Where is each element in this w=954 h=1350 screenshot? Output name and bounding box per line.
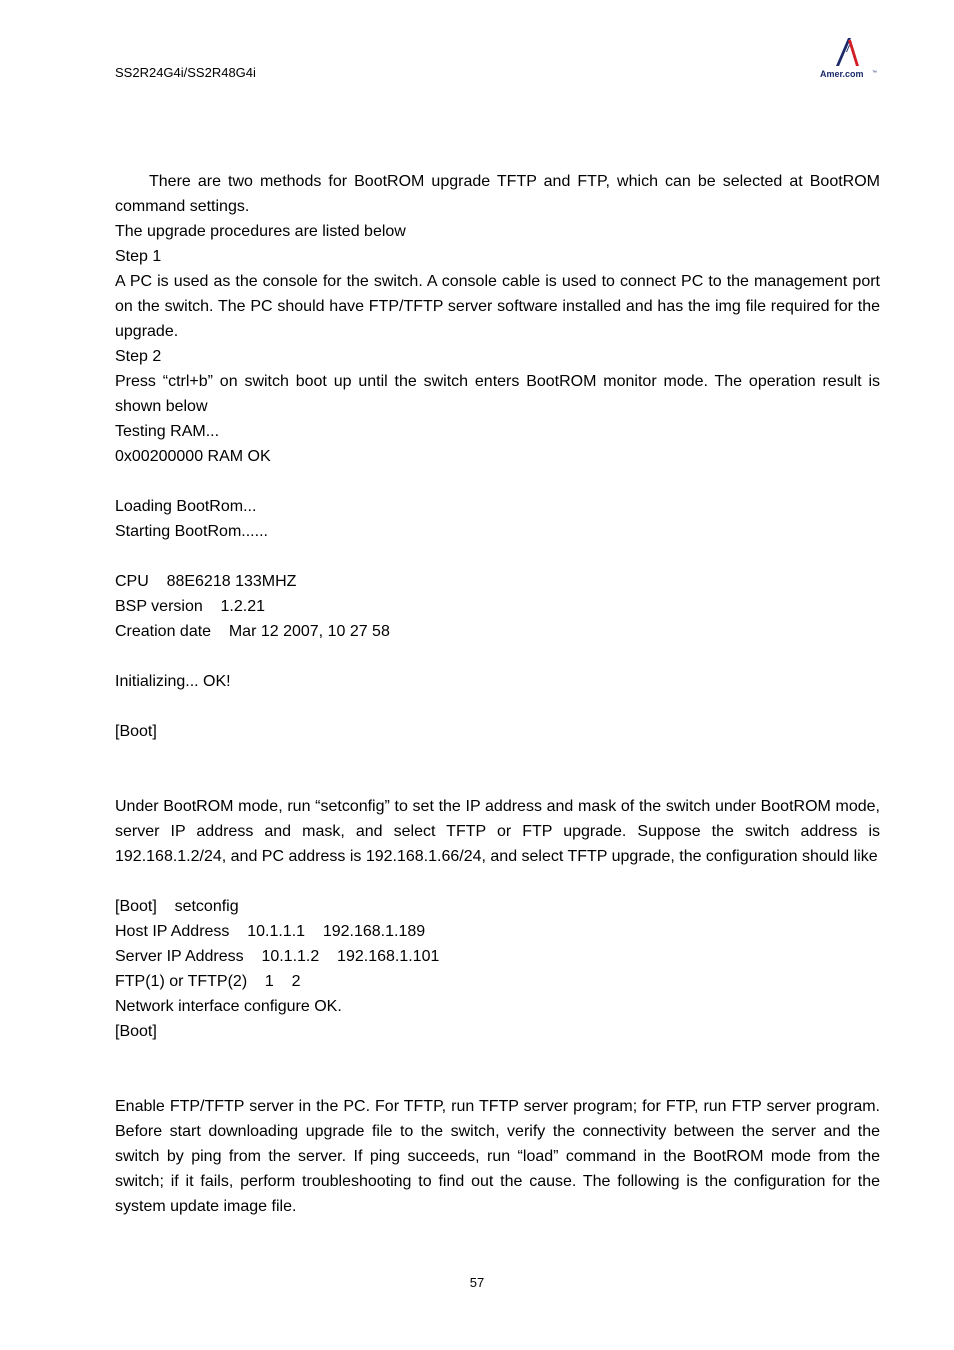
- step2-label: Step 2: [115, 348, 162, 365]
- intro-paragraph: There are two methods for BootROM upgrade TFTP and FTP, which can be selected at BootROM command settings.: [115, 173, 880, 215]
- logo-wordmark: Amer.com: [820, 69, 864, 79]
- console-line: CPU 88E6218 133MHZ: [115, 573, 297, 590]
- blank-line: [115, 1044, 880, 1069]
- console-line: BSP version 1.2.21: [115, 598, 266, 615]
- console-line: Server IP Address 10.1.1.2 192.168.1.101: [115, 948, 440, 965]
- console-line: FTP(1) or TFTP(2) 1 2: [115, 973, 301, 990]
- blank-line: [115, 469, 880, 494]
- amer-logo: [818, 36, 880, 82]
- console-line: Initializing... OK!: [115, 673, 231, 690]
- console-line: [Boot]: [115, 723, 157, 740]
- document-header-model: SS2R24G4i/SS2R48G4i: [115, 65, 256, 80]
- blank-line: [115, 644, 880, 669]
- logo-trademark: ™: [872, 70, 877, 76]
- blank-line: [115, 869, 880, 894]
- step1-label: Step 1: [115, 248, 162, 265]
- console-line: Creation date Mar 12 2007, 10 27 58: [115, 623, 390, 640]
- console-line: Loading BootRom...: [115, 498, 257, 515]
- console-line: Host IP Address 10.1.1.1 192.168.1.189: [115, 923, 426, 940]
- blank-line: [115, 544, 880, 569]
- blank-line: [115, 1069, 880, 1094]
- console-line: 0x00200000 RAM OK: [115, 448, 271, 465]
- console-line: [Boot]: [115, 1023, 157, 1040]
- amer-logo-mark-icon: [818, 36, 880, 82]
- blank-line: [115, 769, 880, 794]
- console-line: [Boot] setconfig: [115, 898, 239, 915]
- console-line: Starting BootRom......: [115, 523, 268, 540]
- blank-line: [115, 694, 880, 719]
- console-line: Network interface configure OK.: [115, 998, 342, 1015]
- step1-paragraph: A PC is used as the console for the switch. A console cable is used to connect PC to the management port on the switch. The PC should have FTP/TFTP server software installed and has the img file required for the upgrade.: [115, 273, 880, 340]
- step2-paragraph: Press “ctrl+b” on switch boot up until the switch enters BootROM monitor mode. The operation result is shown below: [115, 373, 880, 415]
- setconfig-paragraph: Under BootROM mode, run “setconfig” to set the IP address and mask of the switch under BootROM mode, server IP address and mask, and select TFTP or FTP upgrade. Suppose the switch address is 192.168.1.2/24, and PC address is 192.168.1.66/24, and select TFTP upgrade, the configuration should like: [115, 798, 880, 865]
- console-output-boot: [115, 419, 880, 744]
- blank-line: [115, 744, 880, 769]
- console-line: Testing RAM...: [115, 423, 220, 440]
- procedures-line: The upgrade procedures are listed below: [115, 223, 406, 240]
- page-number: 57: [469, 1275, 485, 1290]
- page-body: [115, 169, 880, 1219]
- enable-server-paragraph: Enable FTP/TFTP server in the PC. For TFTP, run TFTP server program; for FTP, run FTP server program. Before start downloading upgrade file to the switch, verify the connectivity between the server and the switch by ping from the server. If ping succeeds, run “load” command in the BootROM mode from the switch; if it fails, perform troubleshooting to find out the cause. The following is the configuration for the system update image file.: [115, 1098, 880, 1215]
- console-output-setconfig: [115, 894, 880, 1044]
